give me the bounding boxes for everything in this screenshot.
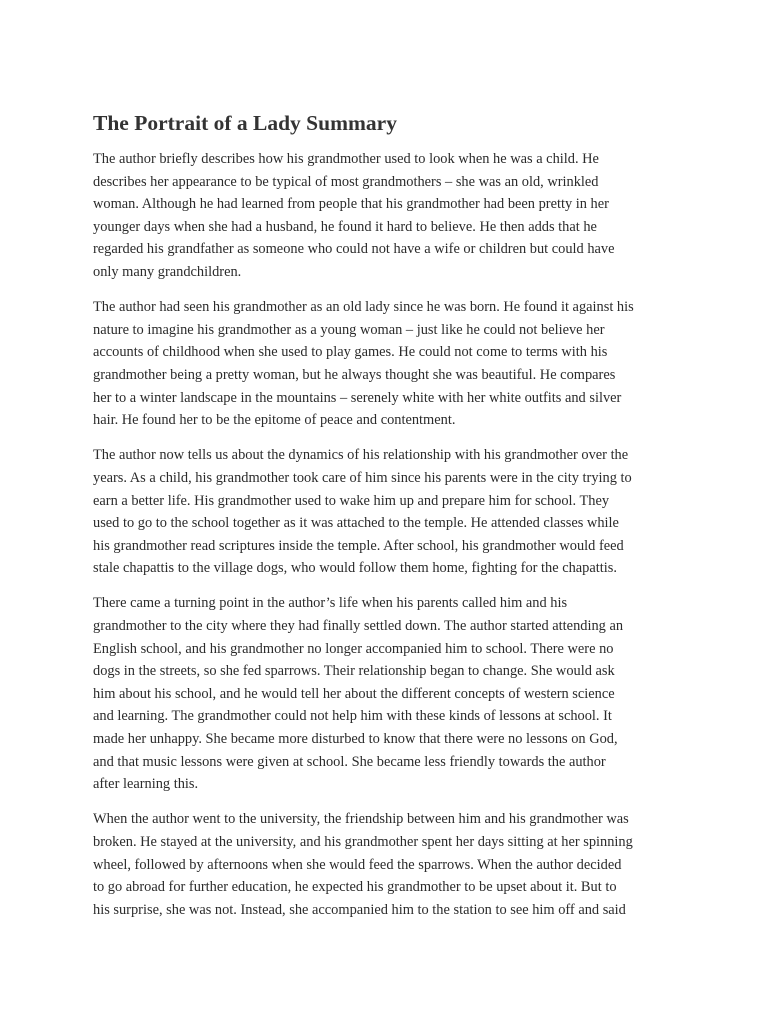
paragraph-line: broken. He stayed at the university, and his grandmother spent her days sitting at her spinning [93, 834, 633, 850]
paragraph-line: his surprise, she was not. Instead, she accompanied him to the station to see him off and said [93, 901, 626, 918]
paragraph-2 [93, 296, 677, 432]
paragraph-line: hair. He found her to be the epitome of peace and contentment. [93, 412, 456, 429]
document-title: The Portrait of a Lady Summary [93, 111, 397, 135]
paragraph-line: after learning this. [93, 776, 199, 793]
paragraph-line: younger days when she had a husband, he found it hard to believe. He then adds that he [93, 218, 597, 235]
paragraph-5 [93, 808, 677, 921]
paragraph-line: earn a better life. His grandmother used to wake him up and prepare him for school. They [93, 492, 610, 509]
paragraph-line: grandmother being a pretty woman, but he always thought she was beautiful. He compares [93, 366, 616, 383]
paragraph-line: years. As a child, his grandmother took care of him since his parents were in the city trying to [93, 469, 632, 486]
paragraph-line: woman. Although he had learned from people that his grandmother had been pretty in her [93, 196, 609, 213]
paragraph-line: his grandmother read scriptures inside the temple. After school, his grandmother would feed [93, 537, 624, 554]
paragraph-line: only many grandchildren. [93, 263, 242, 280]
paragraph-3 [93, 444, 677, 580]
paragraph-line: nature to imagine his grandmother as a young woman – just like he could not believe her [93, 321, 605, 338]
paragraph-line: her to a winter landscape in the mountains – serenely white with her white outfits and silver [93, 389, 622, 406]
document-page [93, 108, 677, 934]
paragraph-line: wheel, followed by afternoons when she would feed the sparrows. When the author decided [93, 856, 622, 873]
paragraph-line: grandmother to the city where they had finally settled down. The author started attending an [93, 618, 624, 635]
paragraph-line: and learning. The grandmother could not help him with these kinds of lessons at school. It [93, 708, 612, 725]
paragraph-line: stale chapattis to the village dogs, who would follow them home, fighting for the chapattis. [93, 560, 617, 577]
paragraph-line: The author briefly describes how his grandmother used to look when he was a child. He [93, 151, 599, 167]
paragraph-line: made her unhappy. She became more disturbed to know that there were no lessons on God, [93, 731, 618, 748]
paragraph-1 [93, 148, 677, 284]
paragraph-4 [93, 592, 677, 795]
paragraph-line: to go abroad for further education, he expected his grandmother to be upset about it. But to [93, 879, 617, 896]
paragraph-line: him about his school, and he would tell her about the different concepts of western science [93, 685, 615, 702]
paragraph-line: regarded his grandfather as someone who could not have a wife or children but could have [93, 241, 615, 258]
paragraph-line: dogs in the streets, so she fed sparrows. Their relationship began to change. She would ask [93, 663, 615, 680]
paragraph-line: There came a turning point in the author’s life when his parents called him and his [93, 595, 568, 612]
paragraph-line: English school, and his grandmother no longer accompanied him to school. There were no [93, 640, 614, 657]
paragraph-line: accounts of childhood when she used to play games. He could not come to terms with his [93, 344, 608, 361]
paragraph-line: and that music lessons were given at school. She became less friendly towards the author [93, 753, 606, 770]
document-body [93, 148, 677, 921]
paragraph-line: describes her appearance to be typical of most grandmothers – she was an old, wrinkled [93, 173, 599, 190]
paragraph-line: When the author went to the university, the friendship between him and his grandmother was [93, 811, 629, 828]
paragraph-line: used to go to the school together as it was attached to the temple. He attended classes while [93, 515, 619, 532]
paragraph-line: The author had seen his grandmother as an old lady since he was born. He found it against his [93, 299, 634, 316]
paragraph-line: The author now tells us about the dynamics of his relationship with his grandmother over the [93, 447, 629, 464]
